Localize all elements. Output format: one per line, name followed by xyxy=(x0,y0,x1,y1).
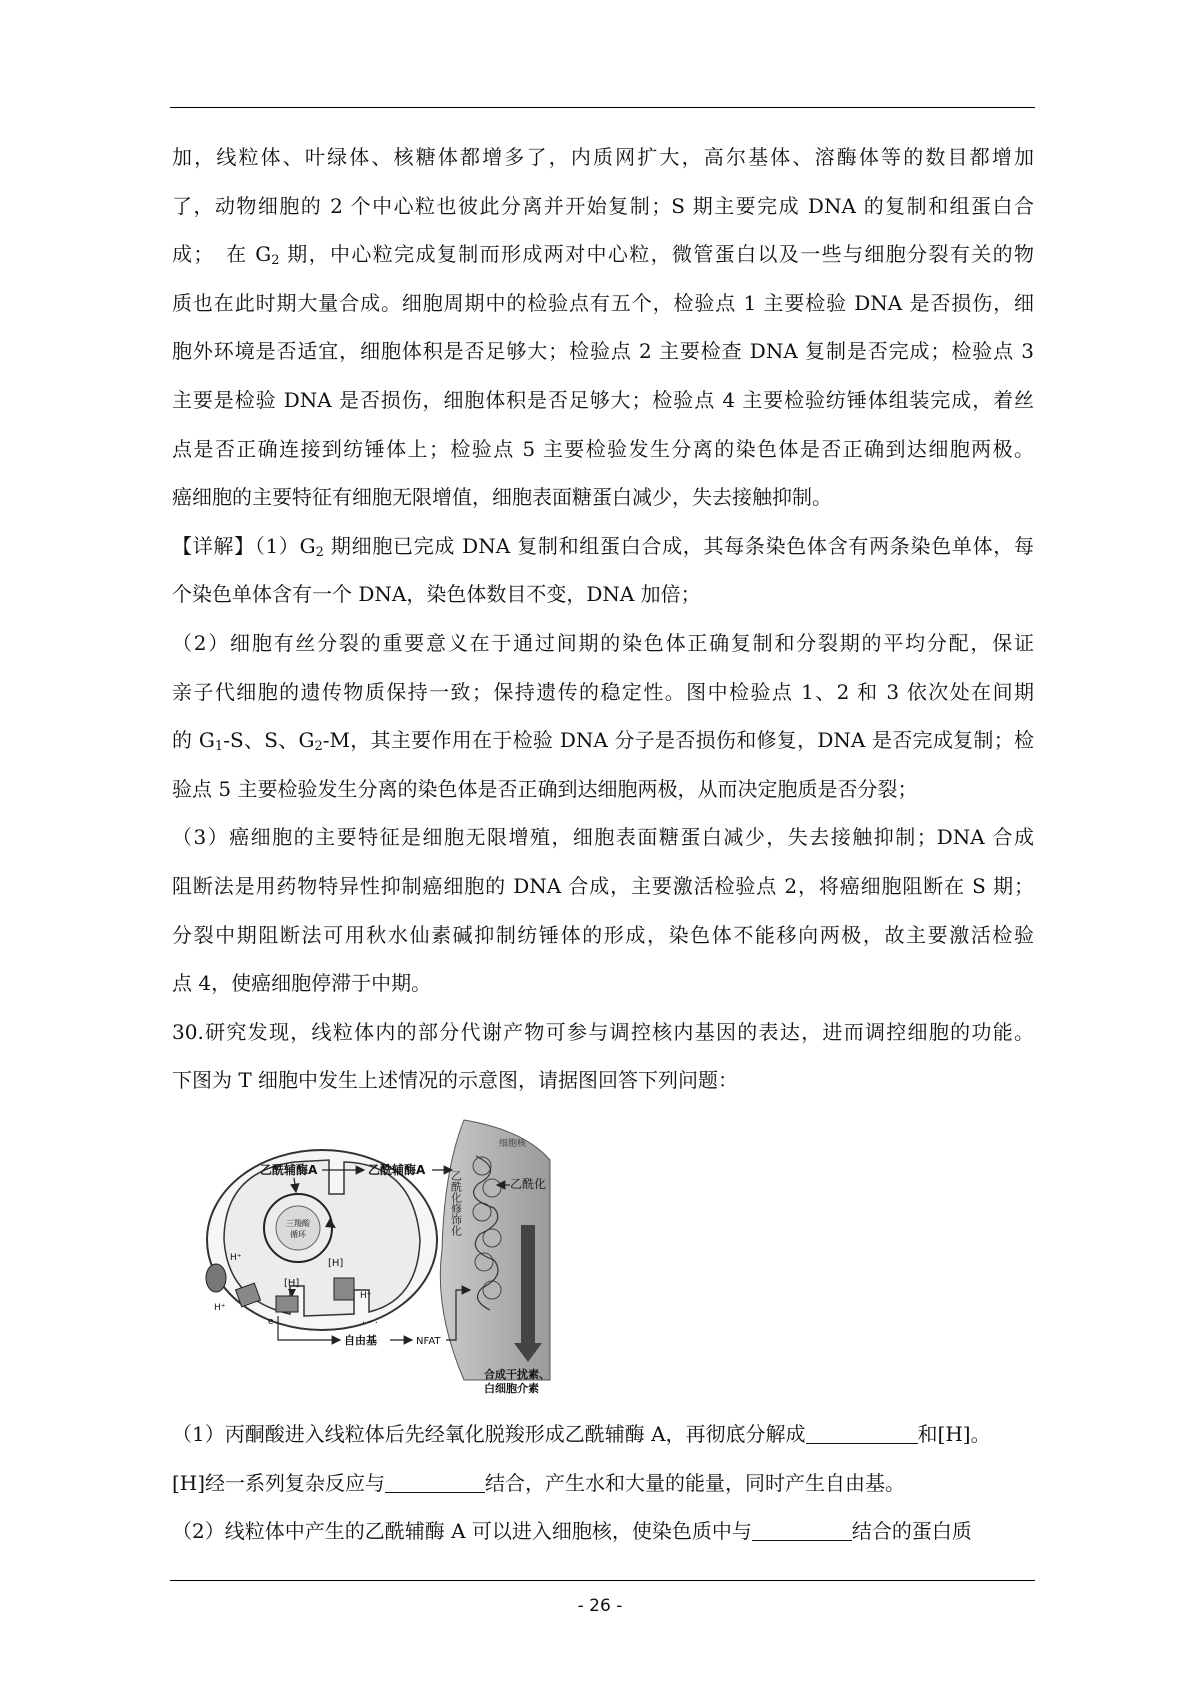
text-segment: 的 G xyxy=(172,728,215,753)
answer-blank[interactable] xyxy=(806,1421,918,1444)
text-line xyxy=(172,522,1034,571)
text-segment: 结合，产生水和大量的能量，同时产生自由基。 xyxy=(485,1470,906,1495)
text-line: 点是否正确连接到纺锤体上；检验点 5 主要检验发生分离的染色体是否正确到达细胞两极。 xyxy=(172,436,1034,461)
membrane-complex xyxy=(334,1278,354,1300)
text-segment: -S、S、G xyxy=(223,728,315,753)
text-segment: 成； 在 G xyxy=(172,242,272,267)
output-label-2: 白细胞介素 xyxy=(484,1382,539,1395)
header-rule xyxy=(170,107,1035,108)
text-segment: 和[H]。 xyxy=(917,1422,991,1446)
text-line: 阻断法是用药物特异性抑制癌细胞的 DNA 合成，主要激活检验点 2，将癌细胞阻断在 S 期； xyxy=(172,873,1034,898)
text-line: （2）细胞有丝分裂的重要意义在于通过间期的染色体正确复制和分裂期的平均分配，保证 xyxy=(172,630,1034,655)
acetyl-coa-cytosol-label: 乙酰辅酶A xyxy=(368,1163,426,1177)
text-line: 加，线粒体、叶绿体、核糖体都增多了，内质网扩大，高尔基体、溶酶体等的数目都增加 xyxy=(172,145,1034,169)
text-line: 了，动物细胞的 2 个中心粒也彼此分离并开始复制；S 期主要完成 DNA 的复制和组蛋白合 xyxy=(172,193,1034,218)
subscript: 2 xyxy=(314,739,323,755)
text-line: 验点 5 主要检验发生分离的染色体是否正确到达细胞两极，从而决定胞质是否分裂； xyxy=(172,776,918,801)
text-line: 点 4，使癌细胞停滞于中期。 xyxy=(172,971,432,996)
text-segment: 结合的蛋白质 xyxy=(851,1519,972,1544)
free-radical-dots: · · · xyxy=(362,1318,378,1329)
membrane-protein xyxy=(206,1264,226,1292)
answer-blank[interactable] xyxy=(385,1470,485,1493)
output-label-1: 合成干扰素、 xyxy=(484,1368,550,1381)
text-segment: （1）丙酮酸进入线粒体后先经氧化脱羧形成乙酰辅酶 A，再彻底分解成 xyxy=(172,1422,806,1446)
footer-rule xyxy=(170,1580,1035,1581)
subscript: 1 xyxy=(214,739,224,755)
h-plus-label: H⁺ xyxy=(230,1253,242,1263)
acetylation-vertical-label: 乙酰化修饰化 xyxy=(449,1170,463,1236)
tca-label-2: 循环 xyxy=(290,1230,306,1239)
h-plus-label: H⁺ xyxy=(360,1291,372,1301)
nfat-label: NFAT xyxy=(416,1336,441,1347)
sub-question-1-continued xyxy=(172,1459,1034,1508)
sub-question-2 xyxy=(172,1507,1034,1556)
text-line xyxy=(172,230,1034,279)
text-line: （3）癌细胞的主要特征是细胞无限增殖，细胞表面糖蛋白减少，失去接触抑制；DNA 合成 xyxy=(172,825,1034,850)
question-stem: 30.研究发现，线粒体内的部分代谢产物可参与调控核内基因的表达，进而调控细胞的功能。 xyxy=(172,1019,1034,1044)
diagram-svg xyxy=(194,1100,614,1400)
text-line: 胞外环境是否适宜，细胞体积是否足够大；检验点 2 主要检查 DNA 复制是否完成；检验点 3 xyxy=(172,339,1034,364)
text-segment: [H]经一系列复杂反应与 xyxy=(172,1470,386,1495)
text-line: 质也在此时期大量合成。细胞周期中的检验点有五个，检验点 1 主要检验 DNA 是否损伤，细 xyxy=(172,290,1034,315)
e-label: e xyxy=(268,1317,274,1327)
h-plus-label: H⁺ xyxy=(214,1303,226,1313)
sub-question-1 xyxy=(172,1410,1034,1459)
text-segment: 期，中心粒完成复制而形成两对中心粒，微管蛋白以及一些与细胞分裂有关的物 xyxy=(279,242,1034,267)
page-number: - 26 - xyxy=(577,1596,623,1616)
h-center-label: [H] xyxy=(284,1278,300,1289)
tca-center xyxy=(276,1206,320,1250)
tca-label-1: 三羧酸 xyxy=(286,1219,310,1228)
text-line: 亲子代细胞的遗传物质保持一致；保持遗传的稳定性。图中检验点 1、2 和 3 依次处在间期 xyxy=(172,679,1034,704)
text-line: 主要是检验 DNA 是否损伤，细胞体积是否足够大；检验点 4 主要检验纺锤体组装完成，着丝 xyxy=(172,387,1034,412)
sub-questions xyxy=(172,1410,1034,1556)
subscript: 2 xyxy=(315,544,324,560)
question-stem: 下图为 T 细胞中发生上述情况的示意图，请据图回答下列问题： xyxy=(172,1068,739,1093)
text-segment: 期细胞已完成 DNA 复制和组蛋白合成，其每条染色体含有两条染色单体，每 xyxy=(323,533,1034,558)
text-segment: -M，其主要作用在于检验 DNA 分子是否损伤和修复，DNA 是否完成复制；检 xyxy=(322,728,1034,753)
subscript: 2 xyxy=(271,253,280,269)
membrane-complex xyxy=(276,1296,298,1312)
text-line: 分裂中期阻断法可用秋水仙素碱抑制纺锤体的形成，染色体不能移向两极，故主要激活检验 xyxy=(172,922,1034,947)
answer-blank[interactable] xyxy=(752,1518,852,1541)
h-right-label: [H] xyxy=(328,1258,344,1269)
mitochondria-nucleus-diagram xyxy=(194,1100,614,1400)
text-segment: 【详解】（1）G xyxy=(172,533,316,558)
text-line: 癌细胞的主要特征有细胞无限增值，细胞表面糖蛋白减少，失去接触抑制。 xyxy=(172,485,832,510)
acetylation-label: 乙酰化 xyxy=(510,1177,547,1191)
text-segment: （2）线粒体中产生的乙酰辅酶 A 可以进入细胞核，使染色质中与 xyxy=(172,1519,752,1544)
free-radical-label: 自由基 xyxy=(344,1334,377,1347)
text-line xyxy=(172,716,1034,765)
acetyl-coa-mito-label: 乙酰辅酶A xyxy=(260,1163,318,1177)
nucleus-label: 细胞核 xyxy=(499,1139,527,1149)
text-line: 个染色单体含有一个 DNA，染色体数目不变，DNA 加倍； xyxy=(172,582,701,607)
page-content xyxy=(172,133,1034,1105)
expression-arrow-shaft xyxy=(521,1225,535,1343)
